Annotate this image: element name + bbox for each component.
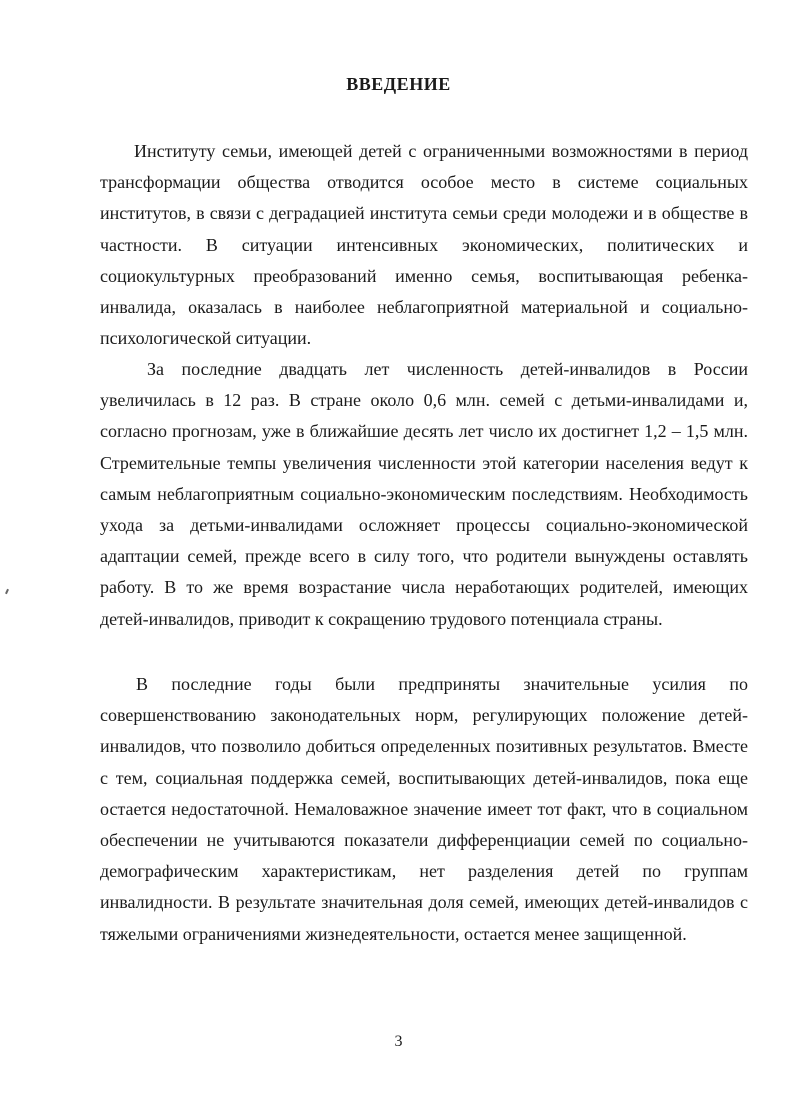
paragraph-3: В последние годы были предприняты значительные усилия по совершенствованию законодательных норм, регулирующих положение детей-инвалидов, что позволило добиться определенных позитивных результатов. Вместе с тем, социальная поддержка семей, воспитывающих детей-инвалидов, пока еще остается недостаточной. Немаловажное значение имеет тот факт, что в социальном обеспечении не учитываются показатели дифференциации семей по социально-демографическим характеристикам, нет разделения детей по группам инвалидности. В результате значительная доля семей, имеющих детей-инвалидов с тяжелыми ограничениями жизнедеятельности, остается менее защищенной. <box>100 674 748 944</box>
page-number: 3 <box>394 1033 403 1050</box>
page-title: ВВЕДЕНИЕ <box>346 74 451 94</box>
paragraph-1: Институту семьи, имеющей детей с ограниченными возможностями в период трансформации общества отводится особое место в системе социальных институтов, в связи с деградацией института семьи среди молодежи и в обществе в частности. В ситуации интенсивных экономических, политических и социокультурных преобразований именно семья, воспитывающая ребенка-инвалида, оказалась в наиболее неблагоприятной материальной и социально-психологической ситуации. <box>100 141 748 349</box>
scan-speck <box>5 589 9 594</box>
paragraph-2: За последние двадцать лет численность детей-инвалидов в России увеличилась в 12 раз. В стране около 0,6 млн. семей с детьми-инвалидами и, согласно прогнозам, уже в ближайшие десять лет число их достигнет 1,2 – 1,5 млн. Стремительные темпы увеличения численности этой категории населения ведут к самым неблагоприятным социально-экономическим последствиям. Необходимость ухода за детьми-инвалидами осложняет процессы социально-экономической адаптации семей, прежде всего в силу того, что родители вынуждены оставлять работу. В то же время возрастание числа неработающих родителей, имеющих детей-инвалидов, приводит к сокращению трудового потенциала страны. <box>100 359 748 629</box>
